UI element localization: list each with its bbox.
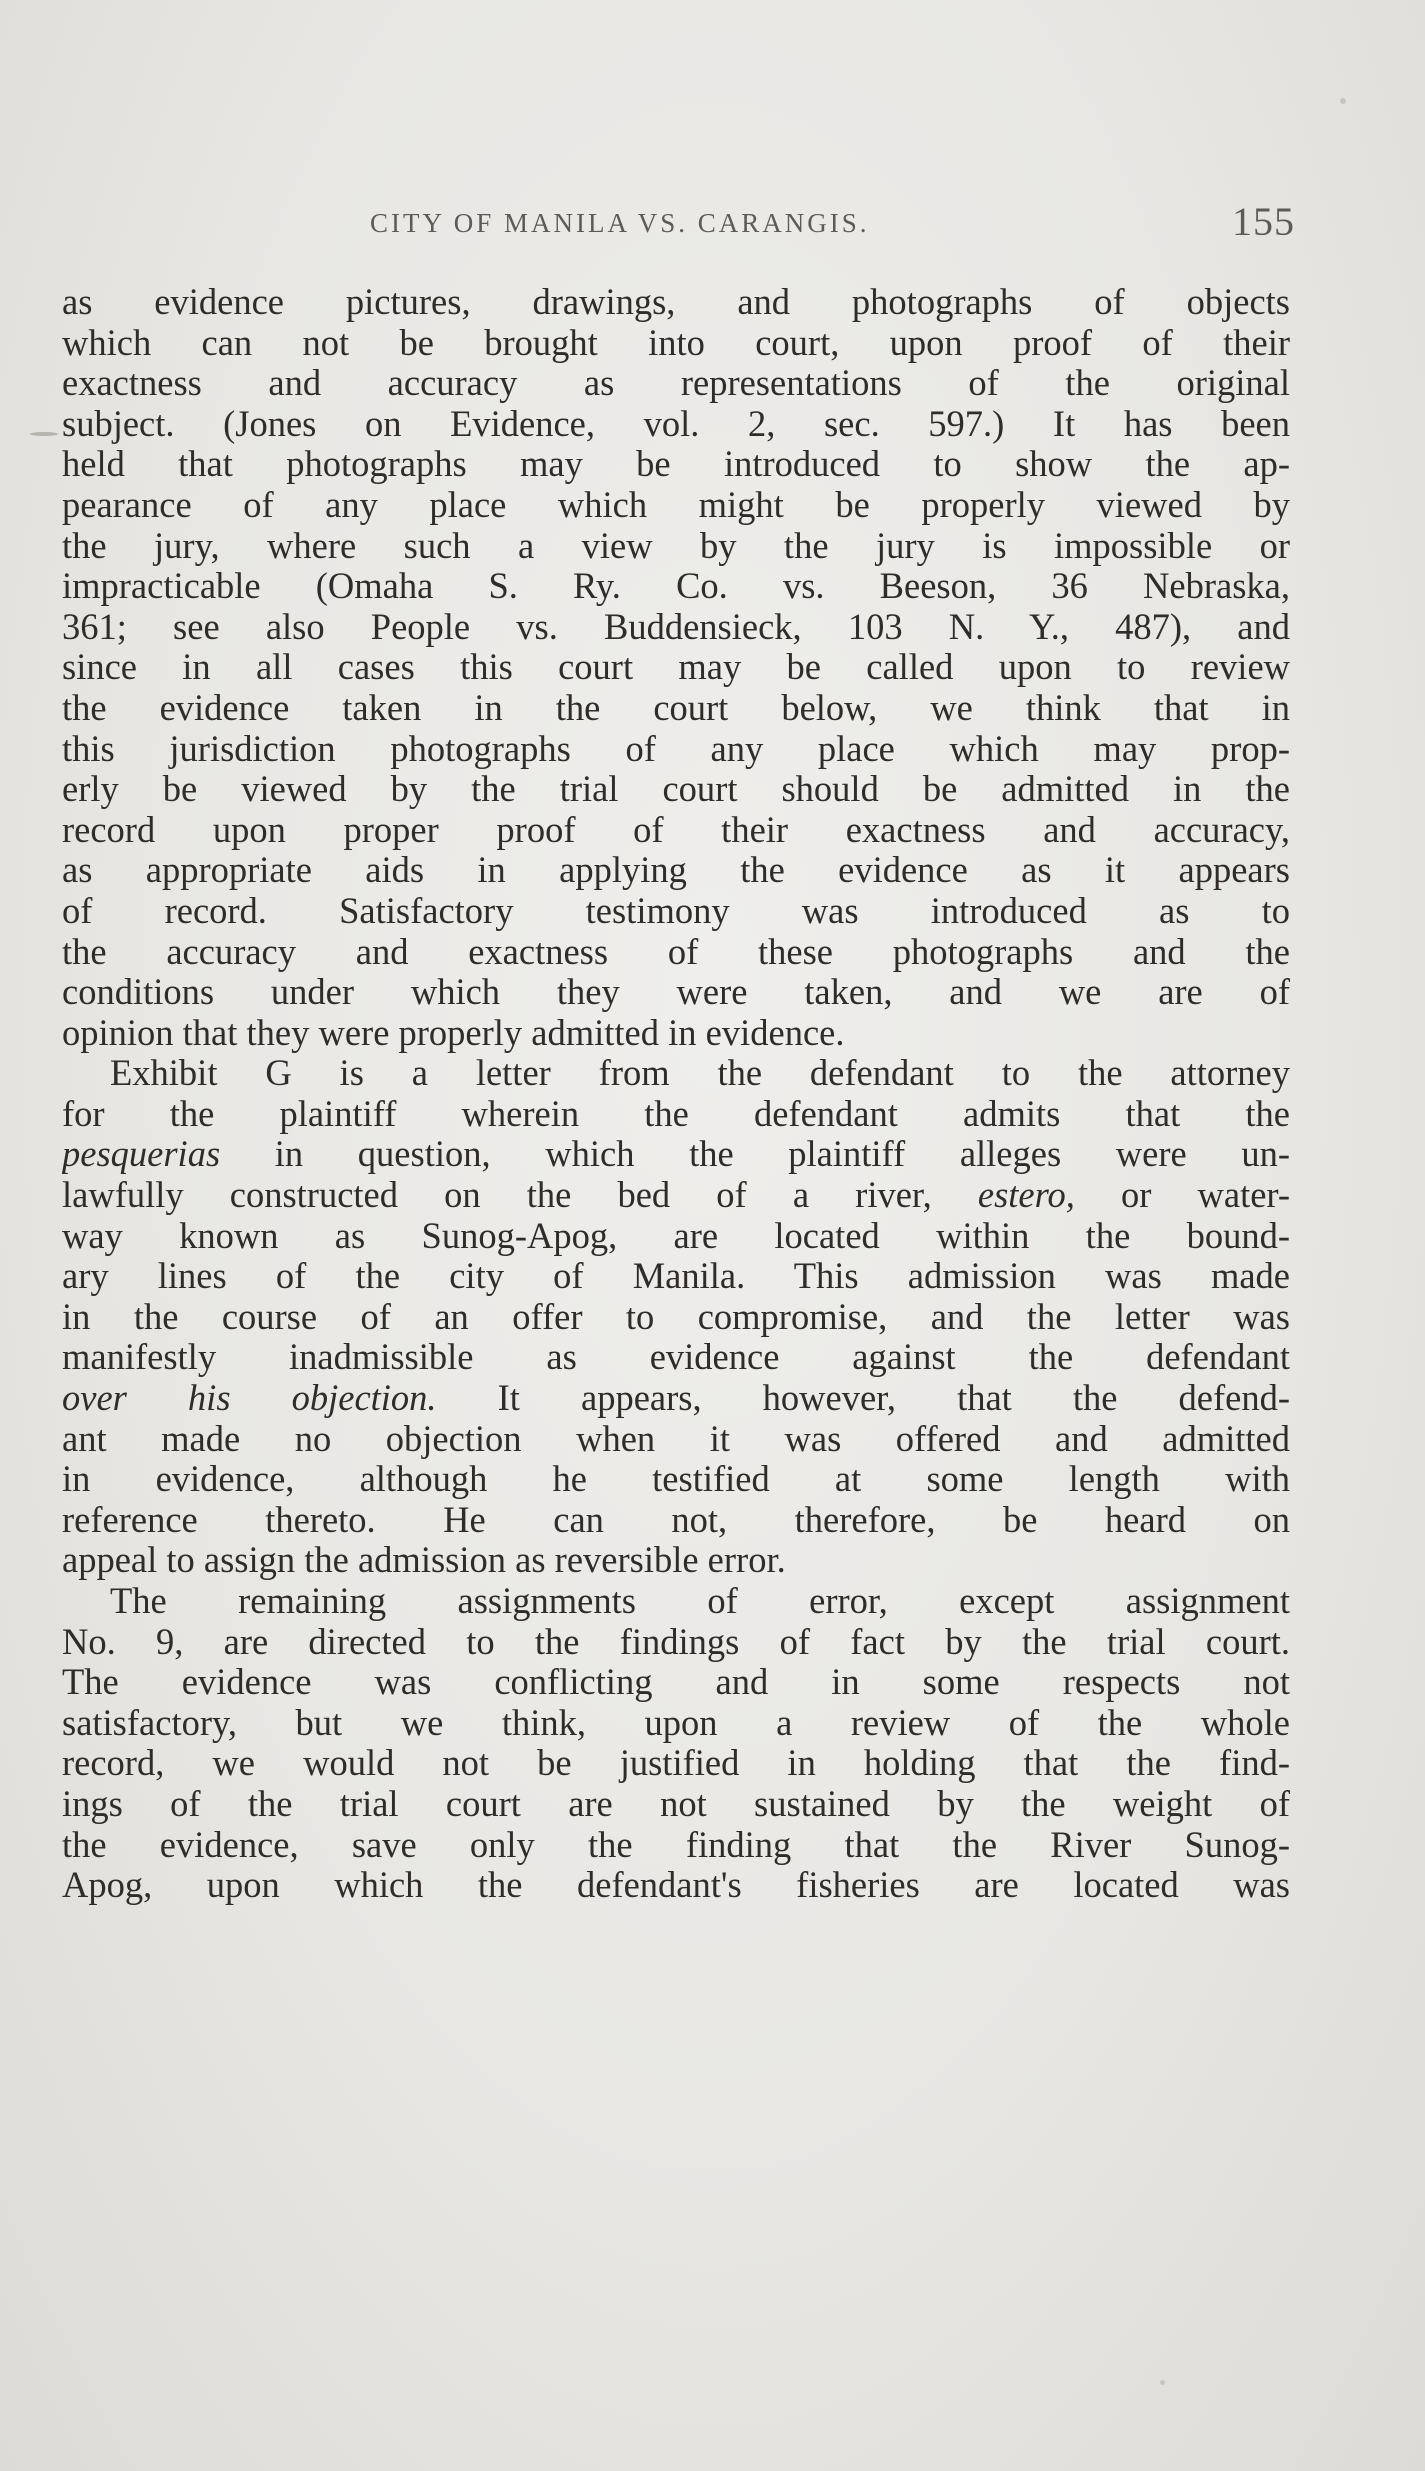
running-head <box>105 198 1295 258</box>
text-line: No. 9, are directed to the findings of fact by the trial court. <box>62 1621 1290 1662</box>
text-line: way known as Sunog-Apog, are located within the bound- <box>62 1215 1290 1256</box>
text-line: conditions under which they were taken, and we are of <box>62 972 1290 1013</box>
text-line: subject. (Jones on Evidence, vol. 2, sec. 597.) It has been <box>62 403 1290 444</box>
text-line: The remaining assignments of error, except assignment <box>110 1581 1290 1621</box>
text-line: this jurisdiction photographs of any place which may prop- <box>62 728 1290 769</box>
text-line: in evidence, although he testified at some length with <box>62 1459 1290 1500</box>
text-line: ings of the trial court are not sustained by the weight of <box>62 1783 1290 1824</box>
text-line: opinion that they were properly admitted in evidence. <box>62 1012 845 1053</box>
text-line: reference thereto. He can not, therefore, be heard on <box>62 1499 1290 1540</box>
paragraph-2 <box>62 1053 1290 1581</box>
text-line: since in all cases this court may be called upon to review <box>62 647 1290 688</box>
paper-speck <box>30 432 58 436</box>
body-text <box>62 282 1290 1906</box>
paper-speck <box>1160 2380 1165 2385</box>
text-line: the jury, where such a view by the jury is impossible or <box>62 525 1290 566</box>
italic-term: pesquerias <box>62 1134 221 1175</box>
text-line: erly be viewed by the trial court should be admitted in the <box>62 769 1290 810</box>
text-line <box>62 1134 1290 1175</box>
text-line: the accuracy and exactness of these photographs and the <box>62 931 1290 972</box>
text-line: the evidence, save only the finding that the River Sunog- <box>62 1824 1290 1865</box>
text-line: satisfactory, but we think, upon a review of the whole <box>62 1702 1290 1743</box>
text-run: lawfully constructed on the bed of a river, <box>62 1175 978 1216</box>
text-line <box>62 1378 1290 1419</box>
text-run: in question, which the plaintiff alleges were un- <box>220 1134 1290 1175</box>
text-line: as evidence pictures, drawings, and photographs of objects <box>62 282 1290 322</box>
text-line: for the plaintiff wherein the defendant admits that the <box>62 1093 1290 1134</box>
text-line: The evidence was conflicting and in some respects not <box>62 1662 1290 1703</box>
text-line: appeal to assign the admission as reversible error. <box>62 1540 786 1581</box>
paragraph-3 <box>62 1581 1290 1906</box>
text-line: as appropriate aids in applying the evidence as it appears <box>62 850 1290 891</box>
page-number: 155 <box>1232 199 1295 244</box>
text-line <box>62 1175 1290 1216</box>
text-line: of record. Satisfactory testimony was introduced as to <box>62 890 1290 931</box>
text-line: 361; see also People vs. Buddensieck, 103 N. Y., 487), and <box>62 606 1290 647</box>
text-run: or water- <box>1074 1175 1290 1216</box>
text-run: It appears, however, that the defend- <box>436 1378 1290 1419</box>
text-line: exactness and accuracy as representations of the original <box>62 363 1290 404</box>
text-line: the evidence taken in the court below, we think that in <box>62 687 1290 728</box>
text-line: manifestly inadmissible as evidence against the defendant <box>62 1337 1290 1378</box>
text-line: Exhibit G is a letter from the defendant to the attorney <box>110 1053 1290 1094</box>
paragraph-1 <box>62 282 1290 1053</box>
text-line: which can not be brought into court, upon proof of their <box>62 322 1290 363</box>
text-line: held that photographs may be introduced to show the ap- <box>62 444 1290 485</box>
italic-term: over his objection. <box>62 1378 437 1419</box>
text-line: ary lines of the city of Manila. This admission was made <box>62 1256 1290 1297</box>
text-line: record upon proper proof of their exactness and accuracy, <box>62 809 1290 850</box>
text-line: ant made no objection when it was offered and admitted <box>62 1418 1290 1459</box>
paper-speck <box>1340 98 1346 104</box>
text-line: Apog, upon which the defendant's fisheries are located was <box>62 1865 1290 1906</box>
italic-term: estero, <box>977 1175 1075 1216</box>
running-title: CITY OF MANILA VS. CARANGIS. <box>370 208 870 238</box>
text-line: in the course of an offer to compromise, and the letter was <box>62 1296 1290 1337</box>
text-line: record, we would not be justified in holding that the find- <box>62 1743 1290 1784</box>
text-line: impracticable (Omaha S. Ry. Co. vs. Beeson, 36 Nebraska, <box>62 566 1290 607</box>
text-line: pearance of any place which might be properly viewed by <box>62 484 1290 525</box>
